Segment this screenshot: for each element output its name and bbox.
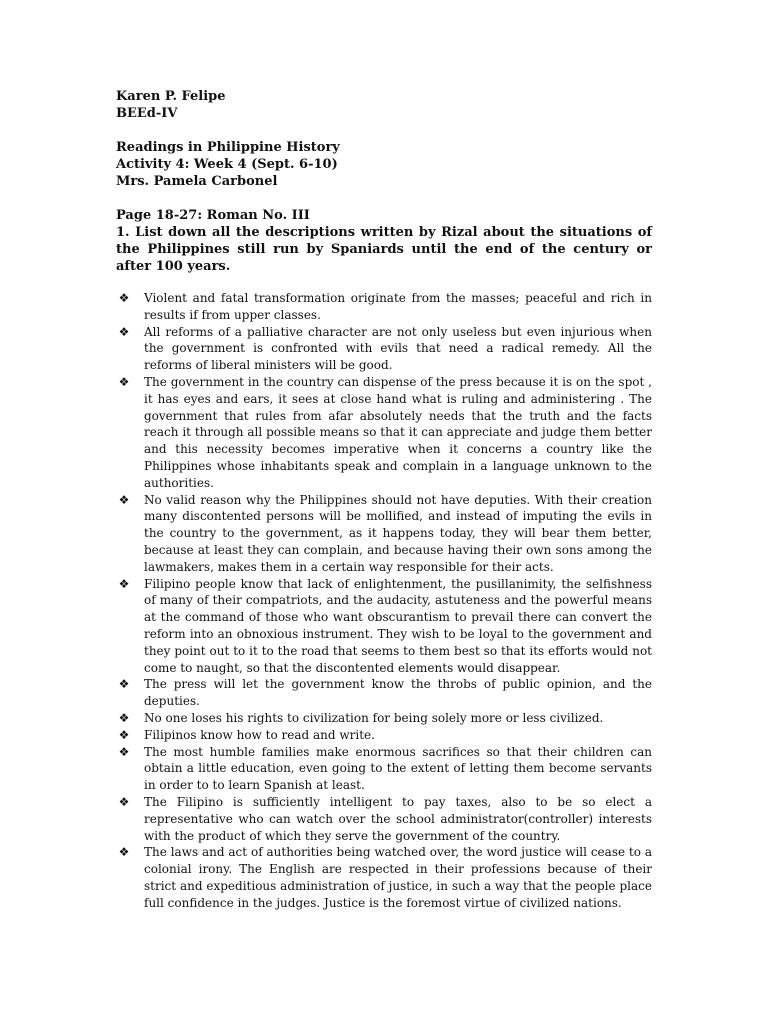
diamond-bullet-icon: ❖: [118, 374, 130, 389]
page-reference: Page 18-27: Roman No. III: [116, 208, 310, 223]
activity-title: Activity 4: Week 4 (Sept. 6-10): [116, 157, 338, 172]
list-item: [116, 576, 652, 677]
list-item: [116, 710, 652, 727]
subject-title: Readings in Philippine History: [116, 140, 340, 155]
course-code: BEEd-IV: [116, 106, 178, 121]
diamond-bullet-icon: ❖: [118, 845, 130, 860]
diamond-bullet-icon: ❖: [118, 492, 130, 507]
list-item-text: Filipino people know that lack of enlightenment, the pusillanimity, the selfishness of many of their compatriots, and the audacity, astuteness and the powerful means at the command of those who want obscurantism to prevail there can convert the reform into an obnoxious instrument. They wish to be loyal to the government and they point out to it to the road that seems to them best so that its efforts would not come to naught, so that the discontented elements would disappear.: [144, 576, 652, 675]
list-item-text: All reforms of a palliative character are not only useless but even injurious when the government is confronted with evils that need a radical remedy. All the reforms of liberal ministers will be good.: [144, 324, 652, 373]
document-page: [116, 88, 652, 911]
list-item-text: The most humble families make enormous sacrifices so that their children can obtain a little education, even going to the extent of letting them become servants in order to to learn Spanish at least.: [144, 744, 652, 793]
list-item-text: The laws and act of authorities being watched over, the word justice will cease to a colonial irony. The English are respected in their professions because of their strict and expeditious administration of justice, in such a way that the people place full confidence in the judges. Justice is the foremost virtue of civilized nations.: [144, 845, 652, 910]
list-item: [116, 744, 652, 794]
diamond-bullet-icon: ❖: [118, 677, 130, 692]
list-item-text: No valid reason why the Philippines should not have deputies. With their creation many discontented persons will be mollified, and instead of imputing the evils in the country to the government, as it happens today, they will bear them better, because at least they can complain, and because having their own sons among the lawmakers, makes them in a certain way responsible for their acts.: [144, 492, 652, 574]
author-name: Karen P. Felipe: [116, 89, 226, 104]
description-list: [116, 290, 652, 911]
list-item-text: Filipinos know how to read and write.: [144, 727, 375, 742]
diamond-bullet-icon: ❖: [118, 324, 130, 339]
list-item-text: The press will let the government know the throbs of public opinion, and the deputies.: [144, 677, 652, 709]
diamond-bullet-icon: ❖: [118, 291, 130, 305]
list-item: [116, 290, 652, 324]
list-item: [116, 794, 652, 844]
list-item-text: The government in the country can dispense of the press because it is on the spot , it has eyes and ears, it sees at close hand what is ruling and administering . The government that rules from afar absolutely needs that the truth and the facts reach it through all possible means so that it can appreciate and judge them better and this necessity becomes imperative when it concerns a country like the Philippines whose inhabitants speak and complain in a language unknown to the authorities.: [144, 374, 652, 490]
header-block: [116, 88, 652, 275]
diamond-bullet-icon: ❖: [118, 576, 130, 591]
list-item-text: The Filipino is sufficiently intelligent to pay taxes, also to be so elect a representative who can watch over the school administrator(controller) interests with the product of which they serve the government of the country.: [144, 794, 652, 843]
list-item: [116, 374, 652, 492]
list-item-text: Violent and fatal transformation originate from the masses; peaceful and rich in results if from upper classes.: [144, 291, 652, 322]
diamond-bullet-icon: ❖: [118, 744, 130, 759]
diamond-bullet-icon: ❖: [118, 710, 130, 725]
list-item: [116, 492, 652, 576]
list-item: [116, 844, 652, 911]
diamond-bullet-icon: ❖: [118, 794, 130, 809]
list-item: [116, 727, 652, 744]
instructor-name: Mrs. Pamela Carbonel: [116, 174, 278, 189]
question-text: 1. List down all the descriptions written by Rizal about the situations of the Philippines still run by Spaniards until the end of the century or after 100 years.: [116, 225, 652, 274]
list-item: [116, 324, 652, 374]
list-item: [116, 676, 652, 710]
list-item-text: No one loses his rights to civilization for being solely more or less civilized.: [144, 710, 604, 725]
diamond-bullet-icon: ❖: [118, 727, 130, 742]
